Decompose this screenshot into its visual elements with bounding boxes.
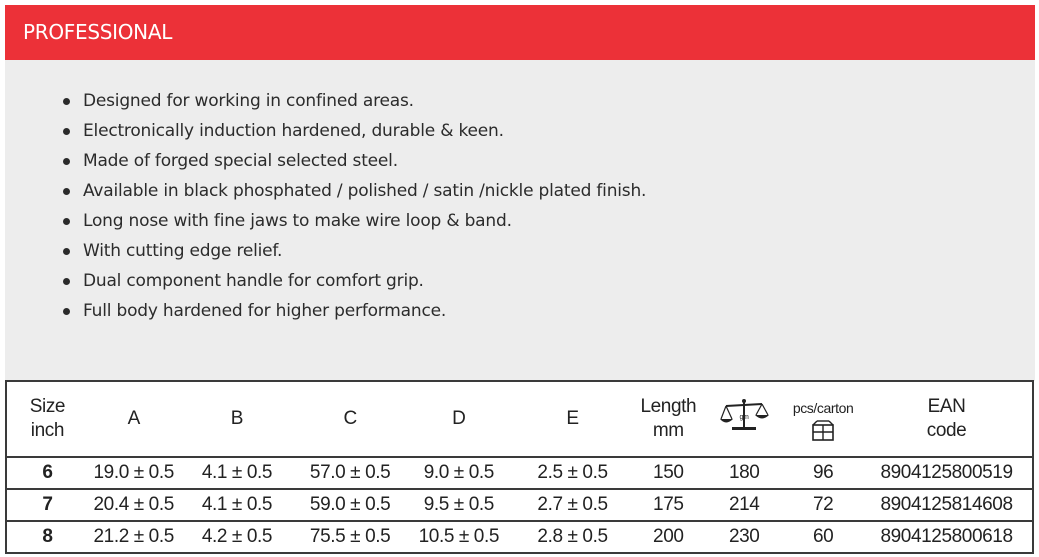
bullet-icon — [63, 308, 70, 315]
feature-text: Dual component handle for comfort grip. — [83, 271, 424, 291]
cell-b: 4.1 ± 0.5 — [180, 457, 295, 489]
section-title: PROFESSIONAL — [23, 20, 173, 44]
col-header-length — [633, 381, 703, 457]
feature-item — [63, 148, 646, 178]
feature-text: Designed for working in confined areas. — [83, 91, 414, 111]
bullet-icon — [63, 98, 70, 105]
cell-c: 59.0 ± 0.5 — [294, 489, 406, 521]
pcs-label: pcs/carton — [792, 400, 854, 416]
section-header — [5, 5, 1035, 60]
feature-text: With cutting edge relief. — [83, 241, 283, 261]
feature-item — [63, 178, 646, 208]
col-header-b: B — [230, 408, 244, 429]
size-unit: inch — [30, 420, 65, 441]
col-header-pcs — [785, 381, 861, 457]
col-header-size — [6, 381, 88, 457]
feature-item — [63, 268, 646, 298]
cell-weight: 230 — [703, 521, 785, 553]
table-row — [6, 489, 1033, 521]
cell-b: 4.1 ± 0.5 — [180, 489, 295, 521]
cell-size: 6 — [6, 457, 88, 489]
col-header-ean — [861, 381, 1033, 457]
spec-table — [5, 380, 1034, 554]
col-header-a: A — [127, 408, 140, 429]
cell-size: 7 — [6, 489, 88, 521]
cell-ean: 8904125800618 — [861, 521, 1033, 553]
bullet-icon — [63, 128, 70, 135]
feature-item — [63, 238, 646, 268]
table-row — [6, 521, 1033, 553]
feature-item — [63, 118, 646, 148]
cell-size: 8 — [6, 521, 88, 553]
cell-c: 75.5 ± 0.5 — [294, 521, 406, 553]
cell-pcs: 72 — [785, 489, 861, 521]
feature-item — [63, 298, 646, 328]
cell-a: 19.0 ± 0.5 — [88, 457, 180, 489]
length-label: Length — [640, 396, 697, 417]
carton-box-icon — [809, 420, 837, 445]
feature-item — [63, 88, 646, 118]
bullet-icon — [63, 248, 70, 255]
bullet-icon — [63, 158, 70, 165]
cell-length: 150 — [633, 457, 703, 489]
ean-unit: code — [926, 420, 967, 441]
feature-text: Available in black phosphated / polished / satin /nickle plated finish. — [83, 181, 647, 201]
feature-text: Electronically induction hardened, durable & keen. — [83, 121, 504, 141]
balance-scale-icon — [718, 397, 770, 442]
feature-text: Full body hardened for higher performance. — [83, 301, 447, 321]
table-header-row — [6, 381, 1033, 457]
cell-length: 200 — [633, 521, 703, 553]
cell-ean: 8904125800519 — [861, 457, 1033, 489]
features-list — [63, 88, 646, 328]
col-header-d: D — [452, 408, 466, 429]
cell-a: 20.4 ± 0.5 — [88, 489, 180, 521]
features-panel — [5, 60, 1035, 381]
cell-d: 9.5 ± 0.5 — [406, 489, 512, 521]
weight-unit-label: gm — [739, 413, 749, 421]
cell-b: 4.2 ± 0.5 — [180, 521, 295, 553]
size-label: Size — [29, 396, 66, 417]
bullet-icon — [63, 218, 70, 225]
cell-ean: 8904125814608 — [861, 489, 1033, 521]
bullet-icon — [63, 278, 70, 285]
col-header-e: E — [566, 408, 579, 429]
feature-text: Long nose with fine jaws to make wire loop & band. — [83, 211, 512, 231]
col-header-c: C — [343, 408, 357, 429]
cell-d: 10.5 ± 0.5 — [406, 521, 512, 553]
cell-a: 21.2 ± 0.5 — [88, 521, 180, 553]
cell-d: 9.0 ± 0.5 — [406, 457, 512, 489]
cell-c: 57.0 ± 0.5 — [294, 457, 406, 489]
feature-item — [63, 208, 646, 238]
feature-text: Made of forged special selected steel. — [83, 151, 398, 171]
cell-length: 175 — [633, 489, 703, 521]
ean-label: EAN — [927, 396, 966, 417]
cell-e: 2.7 ± 0.5 — [512, 489, 634, 521]
cell-e: 2.5 ± 0.5 — [512, 457, 634, 489]
cell-pcs: 60 — [785, 521, 861, 553]
cell-weight: 180 — [703, 457, 785, 489]
cell-e: 2.8 ± 0.5 — [512, 521, 634, 553]
cell-pcs: 96 — [785, 457, 861, 489]
length-unit: mm — [652, 420, 684, 441]
col-header-weight — [703, 381, 785, 457]
cell-weight: 214 — [703, 489, 785, 521]
table-row — [6, 457, 1033, 489]
bullet-icon — [63, 188, 70, 195]
